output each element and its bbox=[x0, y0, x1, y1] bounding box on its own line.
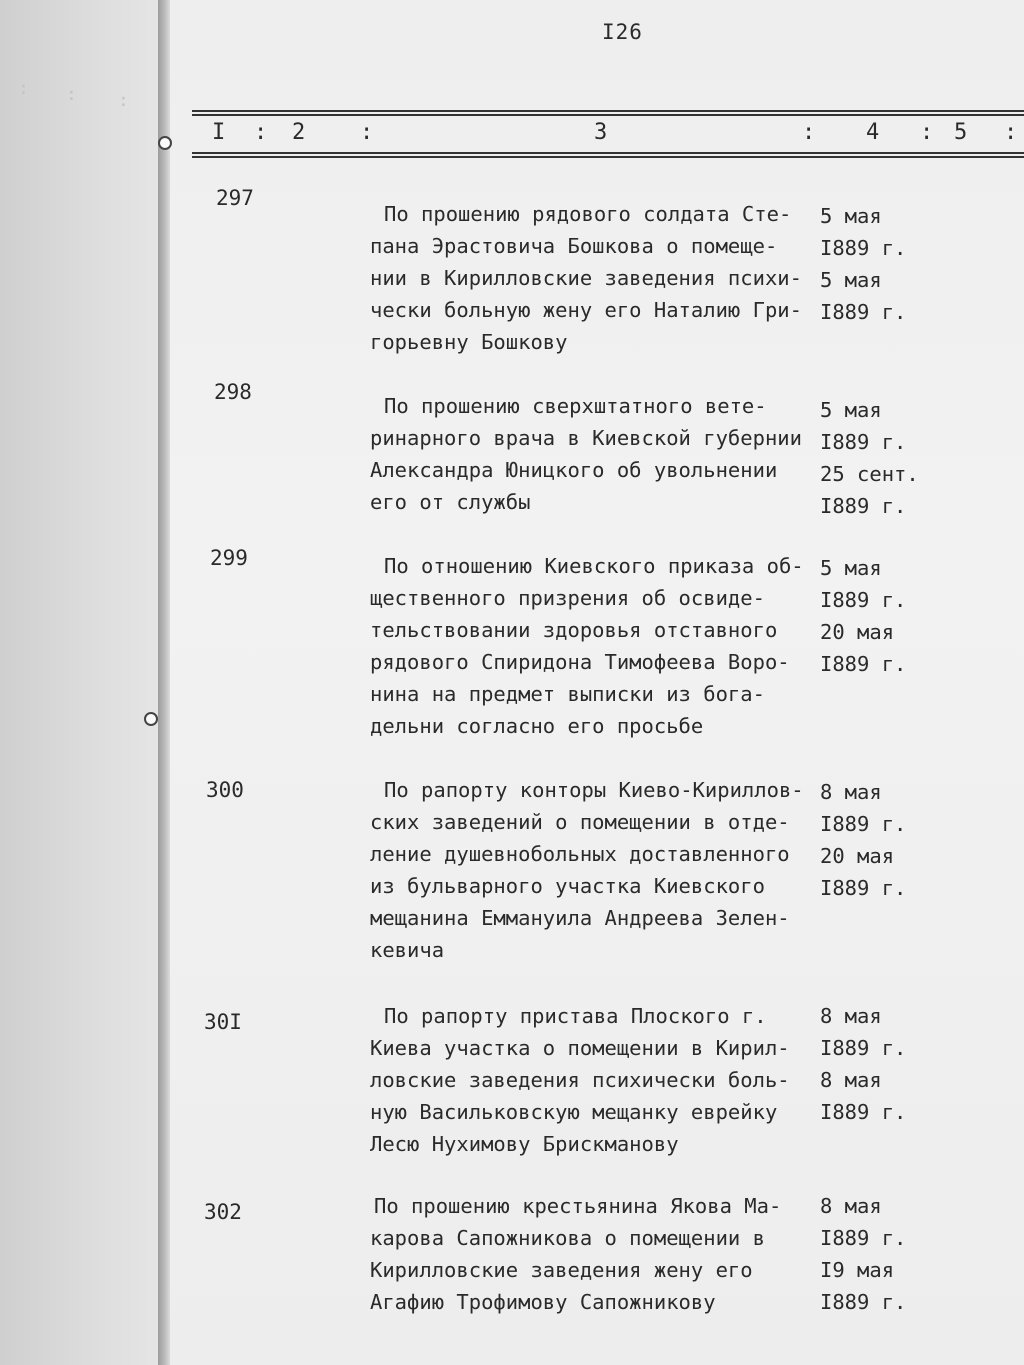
entry-number: 298 bbox=[214, 380, 252, 404]
entry-description bbox=[370, 774, 822, 966]
entry-date-line: 8 мая bbox=[820, 1194, 882, 1218]
header-rule-bottom-inner bbox=[192, 156, 1024, 158]
binding-hole bbox=[158, 136, 172, 150]
entry-date-line: I889 г. bbox=[820, 588, 907, 612]
document-page bbox=[170, 0, 1024, 1365]
column-header-2: 2 bbox=[292, 120, 306, 145]
header-rule-top-inner bbox=[192, 114, 1024, 116]
column-separator: : bbox=[1004, 120, 1018, 145]
entry-date-line: I9 мая bbox=[820, 1258, 895, 1282]
entry-text-line: нии в Кирилловские заведения психи- bbox=[370, 266, 802, 290]
entry-dates bbox=[820, 200, 960, 328]
entry-date-line: I889 г. bbox=[820, 430, 907, 454]
entry-number: 299 bbox=[210, 546, 248, 570]
entry-dates bbox=[820, 552, 960, 680]
entry-date-line: I889 г. bbox=[820, 494, 907, 518]
entry-number: 302 bbox=[204, 1200, 242, 1224]
entry-text-line: Кирилловские заведения жену его bbox=[370, 1258, 753, 1282]
entry-text-line: чески больную жену его Наталию Гри- bbox=[370, 298, 802, 322]
entry-number: 300 bbox=[206, 778, 244, 802]
entry-text-line: ринарного врача в Киевской губернии bbox=[370, 426, 802, 450]
entry-text-line: Киева участка о помещении в Кирил- bbox=[370, 1036, 790, 1060]
entry-date-line: 5 мая bbox=[820, 268, 882, 292]
entry-date-line: 8 мая bbox=[820, 1068, 882, 1092]
left-page-bleed-mark: : bbox=[66, 84, 77, 105]
binding-hole bbox=[144, 712, 158, 726]
entry-date-line: 5 мая bbox=[820, 398, 882, 422]
entry-date-line: 5 мая bbox=[820, 204, 882, 228]
entry-date-line: I889 г. bbox=[820, 1290, 907, 1314]
entry-date-line: 5 мая bbox=[820, 556, 882, 580]
left-page-edge bbox=[0, 0, 168, 1365]
column-separator: : bbox=[920, 120, 934, 145]
column-header-4: 4 bbox=[866, 120, 880, 145]
entry-text-line: кевича bbox=[370, 938, 445, 962]
entry-text-line: карова Сапожникова о помещении в bbox=[370, 1226, 765, 1250]
entry-date-line: I889 г. bbox=[820, 652, 907, 676]
entry-text-line: пана Эрастовича Бошкова о помеще- bbox=[370, 234, 778, 258]
entry-date-line: I889 г. bbox=[820, 1226, 907, 1250]
entry-text-line: По рапорту конторы Киево-Кириллов- bbox=[384, 778, 804, 802]
entry-text-line: тельствовании здоровья отставного bbox=[370, 618, 778, 642]
entry-date-line: 20 мая bbox=[820, 620, 895, 644]
entry-text-line: мещанина Еммануила Андреева Зелен- bbox=[370, 906, 790, 930]
entry-text-line: По прошению рядового солдата Сте- bbox=[384, 202, 792, 226]
entry-text-line: нина на предмет выписки из бога- bbox=[370, 682, 765, 706]
entry-date-line: 25 сент. bbox=[820, 462, 919, 486]
entry-dates bbox=[820, 1000, 960, 1128]
entry-text-line: Александра Юницкого об увольнении bbox=[370, 458, 778, 482]
entry-number: 297 bbox=[216, 186, 254, 210]
entry-text-line: ских заведений о помещении в отде- bbox=[370, 810, 790, 834]
entry-text-line: ную Васильковскую мещанку еврейку bbox=[370, 1100, 778, 1124]
entry-date-line: 20 мая bbox=[820, 844, 895, 868]
entry-text-line: из бульварного участка Киевского bbox=[370, 874, 765, 898]
entry-date-line: I889 г. bbox=[820, 1036, 907, 1060]
entry-text-line: ление душевнобольных доставленного bbox=[370, 842, 790, 866]
entry-date-line: I889 г. bbox=[820, 236, 907, 260]
entry-text-line: дельни согласно его просьбе bbox=[370, 714, 704, 738]
column-header-1: I bbox=[212, 120, 226, 145]
left-page-bleed-mark: : bbox=[18, 78, 29, 99]
entry-description bbox=[370, 1000, 822, 1160]
entry-date-line: I889 г. bbox=[820, 1100, 907, 1124]
entry-dates bbox=[820, 1190, 960, 1318]
entry-date-line: 8 мая bbox=[820, 1004, 882, 1028]
entry-text-line: По рапорту пристава Плоского г. bbox=[384, 1004, 767, 1028]
entry-description bbox=[370, 198, 822, 358]
page-number: I26 bbox=[602, 20, 643, 44]
entry-description bbox=[370, 1190, 822, 1318]
entry-date-line: I889 г. bbox=[820, 876, 907, 900]
column-separator: : bbox=[360, 120, 374, 145]
entry-text-line: Лесю Нухимову Брискманову bbox=[370, 1132, 679, 1156]
entry-text-line: рядового Спиридона Тимофеева Воро- bbox=[370, 650, 790, 674]
entry-text-line: По прошению сверхштатного вете- bbox=[384, 394, 767, 418]
entry-date-line: I889 г. bbox=[820, 300, 907, 324]
left-page-bleed-mark: : bbox=[118, 90, 129, 111]
entry-text-line: Агафию Трофимову Сапожникову bbox=[370, 1290, 716, 1314]
entry-description bbox=[370, 550, 822, 742]
header-rule-bottom bbox=[192, 152, 1024, 154]
entry-dates bbox=[820, 776, 960, 904]
column-header-3: 3 bbox=[594, 120, 608, 145]
entry-text-line: щественного призрения об освиде- bbox=[370, 586, 765, 610]
header-rule-top bbox=[192, 110, 1024, 112]
entry-text-line: горьевну Бошкову bbox=[370, 330, 568, 354]
entry-text-line: ловские заведения психически боль- bbox=[370, 1068, 790, 1092]
entry-text-line: По отношению Киевского приказа об- bbox=[384, 554, 804, 578]
entry-date-line: I889 г. bbox=[820, 812, 907, 836]
entry-description bbox=[370, 390, 822, 518]
entry-text-line: его от службы bbox=[370, 490, 531, 514]
entry-dates bbox=[820, 394, 960, 522]
entry-text-line: По прошению крестьянина Якова Ма- bbox=[374, 1194, 782, 1218]
entry-number: 30I bbox=[204, 1010, 242, 1034]
entry-date-line: 8 мая bbox=[820, 780, 882, 804]
column-separator: : bbox=[254, 120, 268, 145]
column-header-5: 5 bbox=[954, 120, 968, 145]
column-separator: : bbox=[802, 120, 816, 145]
